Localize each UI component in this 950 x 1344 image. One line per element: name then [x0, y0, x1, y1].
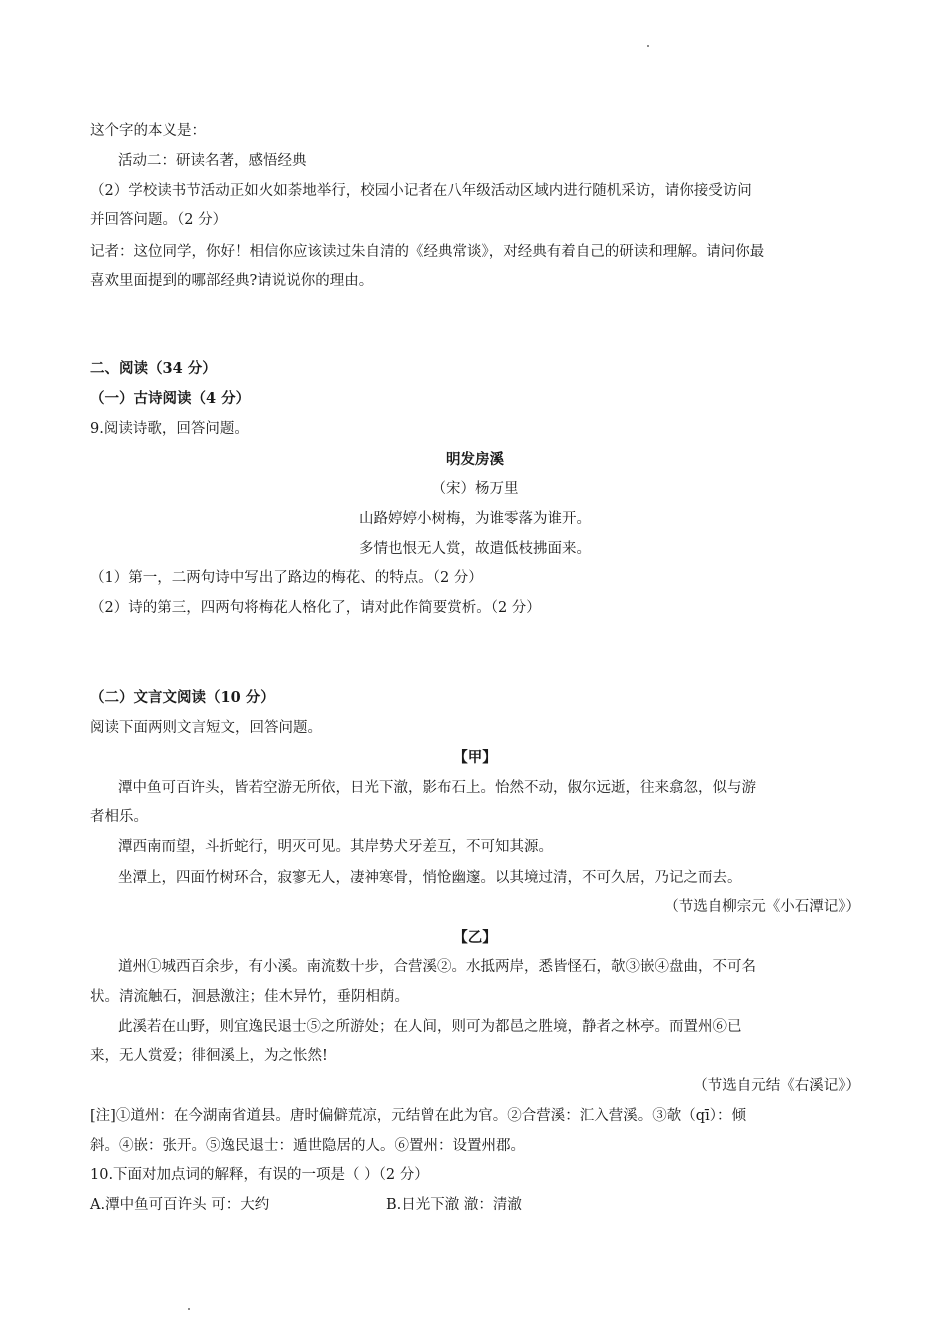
scan-dot-bottom [188, 1308, 190, 1310]
activity-two-heading: 活动二：研读名著，感悟经典 [118, 153, 307, 169]
question-9-stem: 9.阅读诗歌，回答问题。 [90, 421, 249, 437]
poem-line-2: 多情也恨无人赏，故遣低枝拂面来。 [359, 541, 591, 557]
text-jia-para-1-line-2: 者相乐。 [90, 809, 148, 825]
question-9-1: （1）第一，二两句诗中写出了路边的梅花、的特点。（2 分） [90, 570, 483, 586]
text-jia-para-1-line-1: 潭中鱼可百许头，皆若空游无所依，日光下澈，影布石上。怡然不动，俶尔远逝，往来翕忽，似与游 [118, 780, 756, 796]
poetry-section-heading: （一）古诗阅读（4 分） [90, 390, 251, 407]
question-8-2-line-2: 并回答问题。（2 分） [90, 212, 228, 228]
section-two-heading: 二、阅读（34 分） [90, 360, 217, 377]
reporter-line-2: 喜欢里面提到的哪部经典?请说说你的理由。 [90, 273, 374, 289]
question-9-2: （2）诗的第三，四两句将梅花人格化了，请对此作简要赏析。（2 分） [90, 600, 541, 616]
text-jia-source: （节选自柳宗元《小石潭记》） [664, 899, 860, 915]
answer-prompt-line: 这个字的本义是： [90, 123, 206, 139]
poem-line-1: 山路婷婷小树梅，为谁零落为谁开。 [359, 511, 591, 527]
text-jia-para-3: 坐潭上，四面竹树环合，寂寥无人，凄神寒骨，悄怆幽邃。以其境过清，不可久居，乃记之而去。 [118, 870, 742, 886]
question-8-2-line-1: （2）学校读书节活动正如火如荼地举行，校园小记者在八年级活动区域内进行随机采访，请你接受访问 [90, 183, 752, 199]
text-yi-para-2-line-1: 此溪若在山野，则宜逸民退士⑤之所游处；在人间，则可为都邑之胜境，静者之林亭。而置州⑥已 [118, 1019, 742, 1035]
text-jia-para-2: 潭西南而望，斗折蛇行，明灭可见。其岸势犬牙差互，不可知其源。 [118, 839, 553, 855]
poem-author: （宋）杨万里 [431, 481, 519, 497]
question-10-option-b: B.日光下澈 澈：清澈 [386, 1197, 522, 1213]
text-yi-para-1-line-1: 道州①城西百余步，有小溪。南流数十步，合营溪②。水抵两岸，悉皆怪石，欹③嵌④盘曲，不可名 [118, 959, 756, 975]
text-yi-para-1-line-2: 状。清流触石，洄悬激注；佳木异竹，垂阴相荫。 [90, 989, 409, 1005]
reporter-line-1: 记者：这位同学，你好！相信你应该读过朱自清的《经典常谈》，对经典有着自己的研读和理解。请问你最 [90, 244, 765, 260]
text-yi-para-2-line-2: 来，无人赏爱；徘徊溪上，为之怅然! [90, 1048, 328, 1064]
question-10-option-a: A.潭中鱼可百许头 可：大约 [90, 1197, 270, 1213]
question-10-stem: 10.下面对加点词的解释，有误的一项是（ ）（2 分） [90, 1167, 429, 1183]
notes-line-1: [注]①道州：在今湖南省道县。唐时偏僻荒凉，元结曾在此为官。②合营溪：汇入营溪。③欹（qī）：倾 [90, 1108, 746, 1124]
classical-instruction: 阅读下面两则文言短文，回答问题。 [90, 720, 322, 736]
text-yi-source: （节选自元结《右溪记》） [693, 1078, 860, 1094]
text-jia-label: 【甲】 [453, 749, 497, 766]
scan-dot-top [647, 45, 649, 47]
text-yi-label: 【乙】 [453, 929, 497, 946]
poem-title: 明发房溪 [446, 451, 504, 468]
classical-section-heading: （二）文言文阅读（10 分） [90, 689, 275, 706]
notes-line-2: 斜。④嵌：张开。⑤逸民退士：遁世隐居的人。⑥置州：设置州郡。 [90, 1138, 525, 1154]
